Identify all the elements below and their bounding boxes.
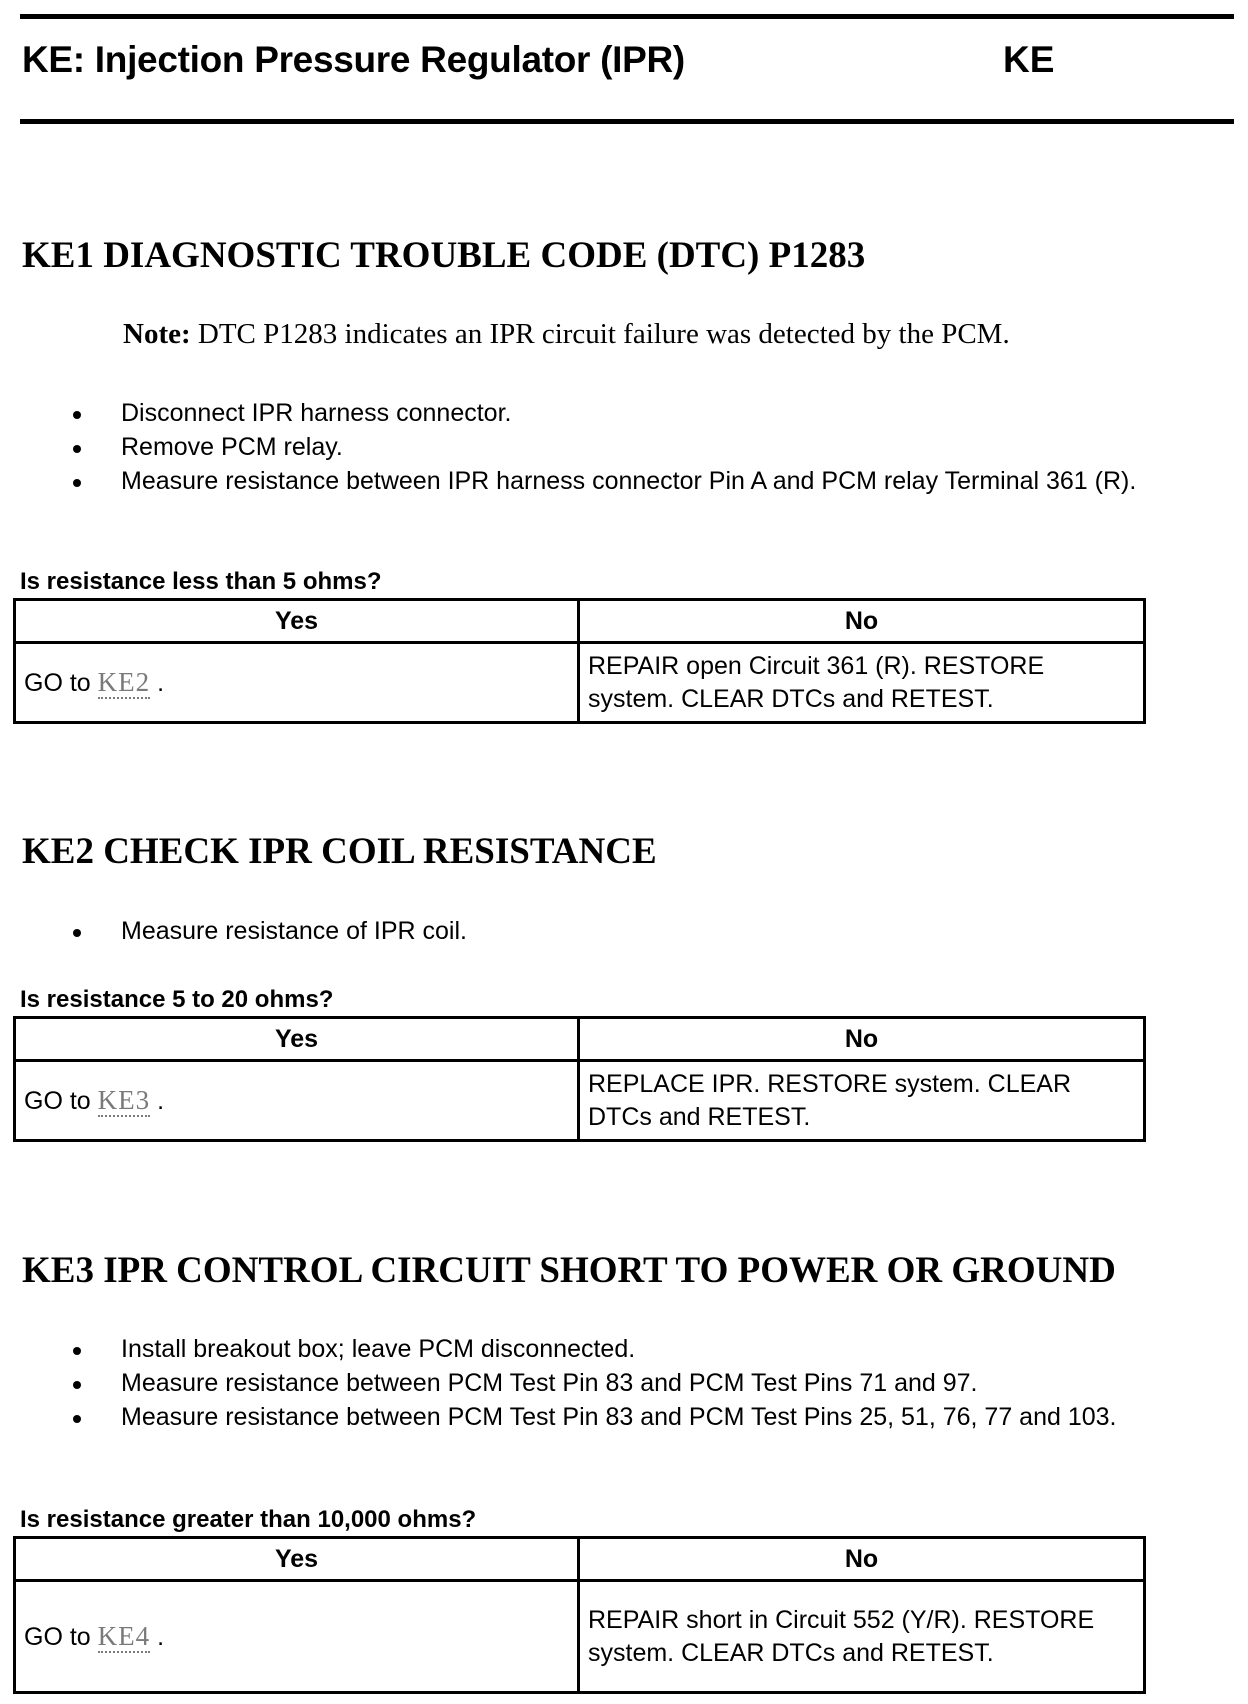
no-cell: REPAIR short in Circuit 552 (Y/R). RESTORE system. CLEAR DTCs and RETEST.: [579, 1581, 1145, 1693]
yes-suffix: .: [150, 668, 165, 697]
no-header: No: [579, 1018, 1145, 1061]
note: [123, 315, 1010, 353]
section-title-ke1: KE1 DIAGNOSTIC TROUBLE CODE (DTC) P1283: [22, 235, 866, 276]
no-header: No: [579, 1538, 1145, 1581]
question-ke2: Is resistance 5 to 20 ohms?: [20, 986, 334, 1013]
yes-cell: [15, 643, 579, 723]
step-item: Measure resistance of IPR coil.: [0, 914, 1240, 948]
no-cell: REPLACE IPR. RESTORE system. CLEAR DTCs and RETEST.: [579, 1061, 1145, 1141]
step-list-ke3: [0, 1332, 1240, 1434]
step-item: Disconnect IPR harness connector.: [0, 396, 1240, 430]
link-ke3[interactable]: KE3: [97, 1084, 151, 1115]
decision-table-ke1: [13, 598, 1146, 724]
section-code: KE: [1003, 39, 1055, 80]
yes-suffix: .: [150, 1622, 165, 1651]
page-title: KE: Injection Pressure Regulator (IPR): [22, 39, 685, 80]
question-ke1: Is resistance less than 5 ohms?: [20, 568, 382, 595]
yes-header: Yes: [15, 1018, 579, 1061]
step-item: Install breakout box; leave PCM disconnected.: [0, 1332, 1240, 1366]
step-item: Measure resistance between IPR harness connector Pin A and PCM relay Terminal 361 (R).: [0, 464, 1240, 498]
decision-table-ke2: [13, 1016, 1146, 1142]
section-title-ke2: KE2 CHECK IPR COIL RESISTANCE: [22, 831, 657, 872]
yes-cell: [15, 1581, 579, 1693]
step-list-ke2: [0, 914, 1240, 948]
step-item: Measure resistance between PCM Test Pin 83 and PCM Test Pins 25, 51, 76, 77 and 103.: [0, 1400, 1240, 1434]
header-bottom-rule: [20, 119, 1234, 124]
note-label: Note:: [123, 318, 191, 350]
yes-header: Yes: [15, 600, 579, 643]
step-item: Remove PCM relay.: [0, 430, 1240, 464]
section-title-ke3: KE3 IPR CONTROL CIRCUIT SHORT TO POWER OR GROUND: [22, 1250, 1116, 1291]
yes-cell: [15, 1061, 579, 1141]
yes-suffix: .: [150, 1086, 165, 1115]
link-ke4[interactable]: KE4: [97, 1620, 151, 1651]
header-top-rule: [20, 14, 1234, 19]
link-ke2[interactable]: KE2: [97, 666, 151, 697]
note-text: DTC P1283 indicates an IPR circuit failure was detected by the PCM.: [190, 318, 1010, 350]
decision-table-ke3: [13, 1536, 1146, 1694]
question-ke3: Is resistance greater than 10,000 ohms?: [20, 1506, 477, 1533]
yes-prefix: GO to: [24, 1622, 98, 1651]
no-header: No: [579, 600, 1145, 643]
no-cell: REPAIR open Circuit 361 (R). RESTORE system. CLEAR DTCs and RETEST.: [579, 643, 1145, 723]
yes-prefix: GO to: [24, 668, 98, 697]
yes-header: Yes: [15, 1538, 579, 1581]
yes-prefix: GO to: [24, 1086, 98, 1115]
step-list-ke1: [0, 396, 1240, 498]
step-item: Measure resistance between PCM Test Pin 83 and PCM Test Pins 71 and 97.: [0, 1366, 1240, 1400]
